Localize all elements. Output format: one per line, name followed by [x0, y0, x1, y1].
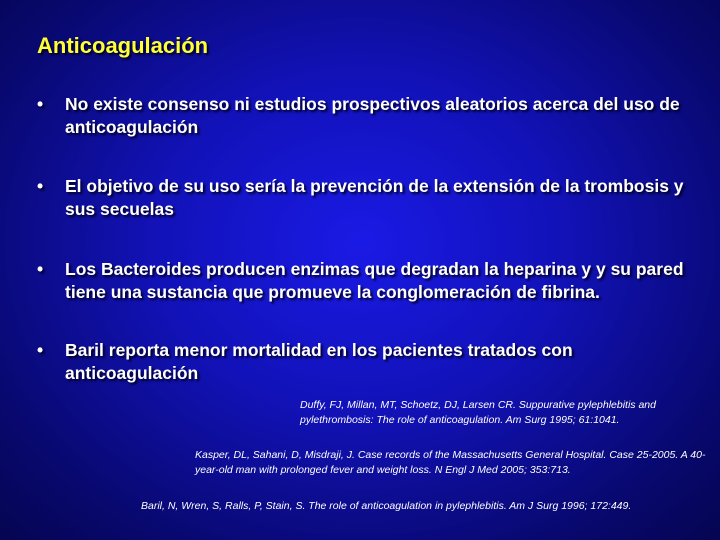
- bullet-marker: •: [37, 94, 44, 114]
- bullet-text: Los Bacteroides producen enzimas que degradan la heparina y y su pared tiene una sustancia que promueve la conglomeración de fibrina.: [65, 259, 684, 302]
- bullet-text: El objetivo de su uso sería la prevención de la extensión de la trombosis y sus secuelas: [65, 176, 684, 219]
- bullet-marker: •: [37, 259, 44, 279]
- reference-citation: Duffy, FJ, Millan, MT, Schoetz, DJ, Larsen CR. Suppurative pylephlebitis and pylethrombosis: The role of anticoagulation. Am Surg 1995; 61:1041.: [300, 399, 656, 426]
- bullet-text: Baril reporta menor mortalidad en los pacientes tratados con anticoagulación: [65, 340, 573, 383]
- bullet-item: [37, 258, 697, 304]
- bullet-item: [37, 93, 697, 139]
- slide-title: Anticoagulación: [37, 33, 209, 58]
- bullet-text: No existe consenso ni estudios prospectivos aleatorios acerca del uso de anticoagulación: [65, 94, 680, 137]
- bullet-marker: •: [37, 340, 44, 360]
- reference-citation: Kasper, DL, Sahani, D, Misdraji, J. Case records of the Massachusetts General Hospital. Case 25-2005. A 40-year-old man with prolonged fever and weight loss. N Engl J Med 2005; 353:713.: [195, 449, 706, 476]
- bullet-item: [37, 175, 697, 221]
- reference-citation: Baril, N, Wren, S, Ralls, P, Stain, S. The role of anticoagulation in pylephlebitis. Am J Surg 1996; 172:449.: [141, 500, 632, 512]
- bullet-marker: •: [37, 176, 44, 196]
- bullet-item: [37, 339, 697, 385]
